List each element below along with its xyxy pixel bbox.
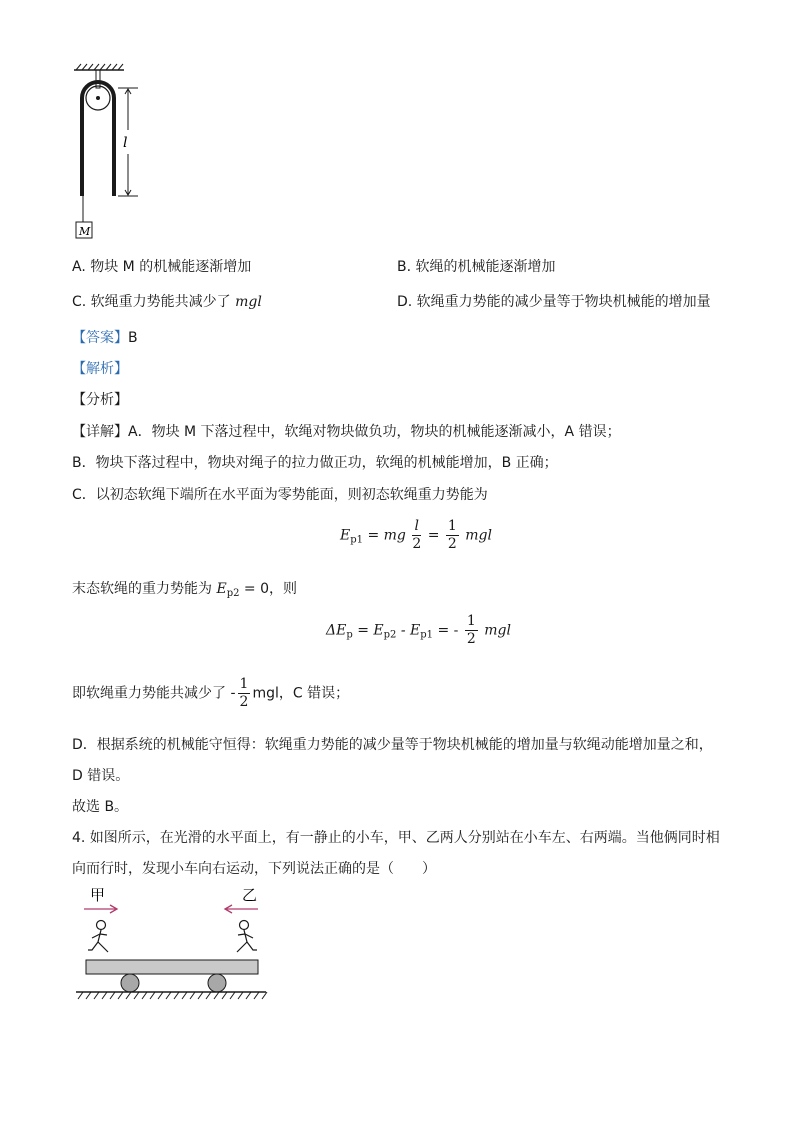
- line-ji-frac: [238, 676, 251, 711]
- equation-1: [340, 518, 492, 553]
- line-end-expr: E: [216, 581, 227, 597]
- line-ji-num: 1: [239, 676, 249, 692]
- eq1-num1: l: [412, 518, 421, 536]
- right-person-label: 乙: [242, 886, 258, 904]
- option-b: B. 软绳的机械能逐渐增加: [397, 259, 556, 275]
- left-person-label: 甲: [90, 886, 106, 904]
- xiangjie-tag: 【详解】: [72, 424, 128, 440]
- eq1-mid: = mg: [367, 527, 406, 544]
- length-label: l: [123, 135, 128, 151]
- left-wheel: [121, 974, 139, 992]
- line-d1: D．根据系统的机械能守恒得：软绳重力势能的减少量等于物块机械能的增加量与软绳动能增加量之和，: [72, 737, 713, 753]
- eq2-s1: p2: [383, 629, 397, 641]
- option-c: [72, 291, 262, 311]
- eq2-e1: - E: [400, 622, 421, 639]
- right-arrow-icon: [225, 905, 258, 913]
- answer-tag: 【答案】: [72, 330, 128, 346]
- line-a: A．物块 M 下落过程中，软绳对物块做负功，物块的机械能逐渐减小，A 错误；: [128, 424, 621, 440]
- option-c-text: C. 软绳重力势能共减少了: [72, 294, 231, 310]
- eq1-frac-2: [446, 518, 459, 553]
- eq2-den: 2: [466, 631, 476, 647]
- eq1-den1: 2: [412, 536, 422, 552]
- eq2-tail: mgl: [484, 622, 511, 639]
- pulley-figure: [70, 62, 150, 244]
- line-end-prefix: 末态软绳的重力势能为: [72, 581, 212, 597]
- guxuan-line: 故选 B。: [72, 799, 129, 815]
- fenxi-tag: 【分析】: [72, 392, 128, 408]
- line-ji: [72, 676, 349, 711]
- xiangjie-line: [72, 421, 621, 441]
- ground-hatch: [78, 992, 267, 999]
- cart-figure: [72, 880, 272, 1005]
- eq1-lhs-sub: p1: [350, 534, 363, 546]
- option-c-expr: mgl: [235, 294, 262, 310]
- eq2-lhs-sub: p: [346, 629, 353, 641]
- line-ji-den: 2: [239, 694, 249, 710]
- line-d2: D 错误。: [72, 768, 130, 784]
- line-end-sub: p2: [226, 588, 240, 599]
- eq1-num2: 1: [447, 518, 457, 534]
- option-d: D. 软绳重力势能的减少量等于物块机械能的增加量: [397, 294, 711, 310]
- analysis-tag: 【解析】: [72, 361, 128, 377]
- line-end-state: [72, 578, 297, 599]
- eq2-e2: = E: [357, 622, 384, 639]
- answer-value: B: [128, 330, 138, 346]
- eq1-lhs: E: [340, 527, 351, 544]
- eq1-frac-1: [412, 518, 421, 553]
- q4-line-2: 向而行时，发现小车向右运动，下列说法正确的是（ ）: [72, 861, 436, 877]
- right-person-icon: [237, 921, 257, 953]
- eq1-den2: 2: [447, 536, 457, 552]
- line-c: C．以初态软绳下端所在水平面为零势能面，则初态软绳重力势能为: [72, 487, 488, 503]
- line-ji-prefix: 即软绳重力势能共减少了 -: [72, 685, 236, 702]
- eq2-num: 1: [466, 613, 476, 629]
- line-b: B．物块下落过程中，物块对绳子的拉力做正功，软绳的机械能增加，B 正确；: [72, 455, 558, 471]
- left-arrow-icon: [84, 905, 117, 913]
- eq1-tail: mgl: [465, 527, 492, 544]
- option-a: A. 物块 M 的机械能逐渐增加: [72, 259, 252, 275]
- eq2-s2: p1: [420, 629, 433, 641]
- q4-line-1: 4. 如图所示，在光滑的水平面上，有一静止的小车，甲、乙两人分别站在小车左、右两端。当他俩同时相: [72, 830, 720, 846]
- mass-label: M: [79, 225, 91, 238]
- answer-line: [72, 327, 138, 347]
- eq1-eq: =: [427, 527, 440, 544]
- line-ji-suffix: mgl，C 错误；: [252, 685, 350, 702]
- cart-board: [86, 960, 258, 974]
- eq2-lhs: ΔE: [326, 622, 347, 639]
- eq2-eq: = -: [437, 622, 459, 639]
- right-wheel: [208, 974, 226, 992]
- line-end-suffix: = 0，则: [243, 581, 297, 597]
- left-person-icon: [88, 921, 108, 953]
- equation-2: [326, 613, 511, 648]
- eq2-frac: [465, 613, 478, 648]
